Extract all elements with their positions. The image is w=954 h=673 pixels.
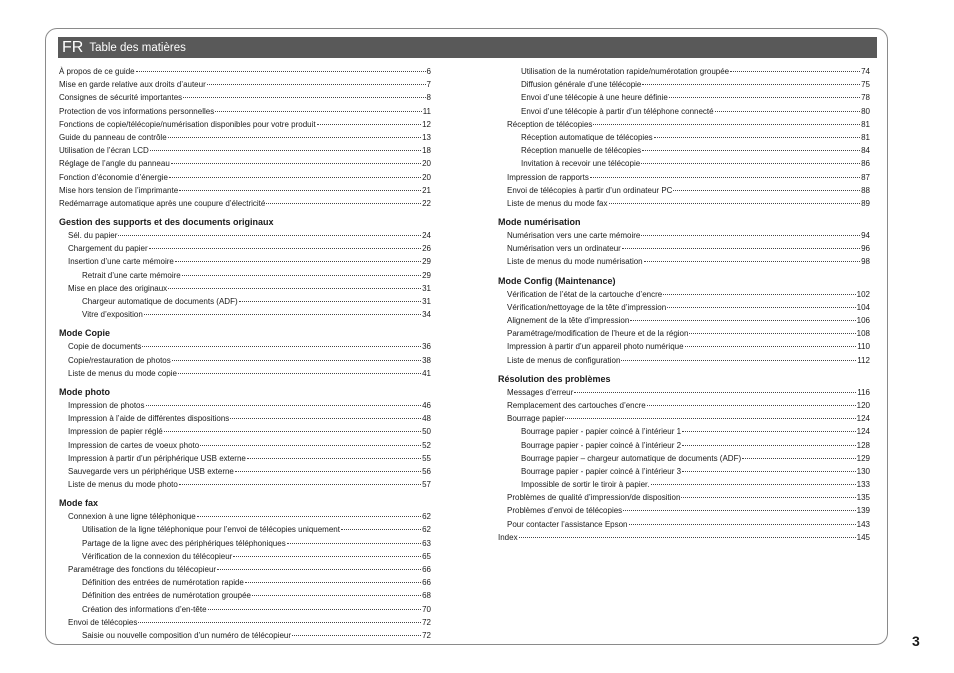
toc-entry-title: Impression à partir d’un appareil photo numérique xyxy=(507,342,684,352)
toc-entry-page: 21 xyxy=(422,185,431,195)
toc-entry-page: 13 xyxy=(422,132,431,142)
language-code: FR xyxy=(62,38,84,56)
toc-entry[interactable] xyxy=(498,255,870,268)
toc-entry-title: Partage de la ligne avec des périphériques téléphoniques xyxy=(82,538,286,548)
toc-entry-title: Création des informations d’en-tête xyxy=(82,604,207,614)
dot-leader xyxy=(287,543,421,544)
dot-leader xyxy=(682,445,856,446)
toc-entry-title: Messages d’erreur xyxy=(507,387,574,397)
toc-entry[interactable] xyxy=(59,603,431,616)
toc-entry-title: Envoi d’une télécopie à une heure définie xyxy=(521,93,668,103)
toc-entry[interactable] xyxy=(59,550,431,563)
dot-leader xyxy=(317,124,421,125)
toc-entry[interactable] xyxy=(59,425,431,438)
toc-entry-title: Consignes de sécurité importantes xyxy=(59,93,183,103)
toc-entry-title: Envoi d’une télécopie à partir d’un téléphone connecté xyxy=(521,106,714,116)
toc-entry[interactable] xyxy=(498,452,870,465)
toc-entry-page: 29 xyxy=(422,257,431,267)
dot-leader xyxy=(233,556,421,557)
toc-entry[interactable] xyxy=(498,144,870,157)
toc-entry-page: 81 xyxy=(861,119,870,129)
dot-leader xyxy=(179,484,421,485)
dot-leader xyxy=(183,97,425,98)
dot-leader xyxy=(149,248,421,249)
dot-leader xyxy=(682,431,856,432)
toc-entry[interactable] xyxy=(59,197,431,210)
dot-leader xyxy=(178,373,421,374)
toc-entry-title: Vitre d’exposition xyxy=(82,310,143,320)
toc-entry-title: Réception de télécopies xyxy=(507,119,593,129)
toc-entry-page: 24 xyxy=(422,231,431,241)
toc-entry-title: Impression de photos xyxy=(68,400,145,410)
dot-leader xyxy=(341,529,421,530)
dot-leader xyxy=(168,137,421,138)
toc-entry[interactable] xyxy=(59,616,431,629)
toc-entry[interactable] xyxy=(59,412,431,425)
dot-leader xyxy=(630,320,855,321)
toc-entry[interactable] xyxy=(498,314,870,327)
toc-entry[interactable] xyxy=(59,439,431,452)
toc-entry-title: Paramétrage des fonctions du télécopieur xyxy=(68,565,217,574)
toc-entry-title: Diffusion générale d’une télécopie xyxy=(521,80,642,90)
toc-entry[interactable] xyxy=(498,91,870,104)
dot-leader xyxy=(239,301,421,302)
dot-leader xyxy=(682,471,856,472)
toc-entry-page: 66 xyxy=(422,565,431,574)
toc-entry-page: 87 xyxy=(861,172,870,182)
toc-entry-title: Fonctions de copie/télécopie/numérisation disponibles pour votre produit xyxy=(59,119,316,129)
toc-entry-title: Fonction d’économie d’énergie xyxy=(59,172,168,182)
toc-entry-title: Retrait d’une carte mémoire xyxy=(82,270,181,280)
toc-entry-title: Liste de menus du mode fax xyxy=(507,198,608,208)
toc-entry-page: 128 xyxy=(856,440,870,450)
dot-leader xyxy=(247,458,421,459)
toc-entry-title: Numérisation vers un ordinateur xyxy=(507,244,621,254)
toc-entry[interactable] xyxy=(498,412,870,425)
toc-entry-title: Remplacement des cartouches d’encre xyxy=(507,400,646,410)
toc-entry-page: 80 xyxy=(861,106,870,116)
toc-entry-page: 116 xyxy=(857,387,870,397)
dot-leader xyxy=(164,431,421,432)
toc-entry[interactable] xyxy=(498,78,870,91)
toc-entry-title: Impossible de sortir le tiroir à papier. xyxy=(521,480,650,490)
dot-leader xyxy=(654,137,860,138)
dot-leader xyxy=(663,294,855,295)
dot-leader xyxy=(207,84,426,85)
toc-entry-page: 22 xyxy=(422,198,431,208)
toc-entry-page: 70 xyxy=(422,604,431,614)
toc-entry-title: Vérification de l’état de la cartouche d’encre xyxy=(507,289,663,299)
toc-entry-page: 63 xyxy=(422,538,431,548)
toc-entry-title: Impression de rapports xyxy=(507,172,589,182)
toc-entry-page: 34 xyxy=(422,310,431,320)
toc-section-heading: Mode fax xyxy=(59,498,99,509)
toc-entry[interactable] xyxy=(498,491,870,504)
toc-entry[interactable] xyxy=(498,518,870,531)
toc-section-heading: Gestion des supports et des documents originaux xyxy=(59,217,274,228)
toc-entry-title: Index xyxy=(498,532,518,542)
dot-leader xyxy=(641,235,860,236)
toc-entry-title: Connexion à une ligne téléphonique xyxy=(68,512,196,522)
toc-entry-title: Pour contacter l’assistance Epson xyxy=(507,519,628,529)
toc-entry[interactable] xyxy=(59,157,431,170)
toc-entry-page: 102 xyxy=(856,289,870,299)
toc-entry-page: 135 xyxy=(856,493,870,503)
toc-entry-page: 36 xyxy=(422,342,431,352)
toc-entry-page: 20 xyxy=(422,159,431,169)
toc-entry[interactable] xyxy=(498,399,870,412)
dot-leader xyxy=(642,84,860,85)
toc-entry-page: 108 xyxy=(856,329,870,339)
toc-entry-page: 29 xyxy=(422,270,431,280)
dot-leader xyxy=(621,360,856,361)
toc-entry[interactable] xyxy=(498,465,870,478)
dot-leader xyxy=(215,111,421,112)
dot-leader xyxy=(292,635,421,636)
toc-entry[interactable] xyxy=(59,242,431,255)
toc-entry-page: 50 xyxy=(422,427,431,437)
toc-entry[interactable] xyxy=(59,629,431,642)
toc-entry-title: Définition des entrées de numérotation groupée xyxy=(82,591,251,601)
toc-entry-title: Envoi de télécopies xyxy=(68,617,138,627)
toc-entry-page: 86 xyxy=(861,159,870,169)
dot-leader xyxy=(197,516,421,517)
dot-leader xyxy=(138,622,421,623)
dot-leader xyxy=(208,609,422,610)
page-title: Table des matières xyxy=(89,41,186,54)
toc-entry-title: Chargement du papier xyxy=(68,244,148,254)
toc-entry-page: 72 xyxy=(422,630,431,640)
toc-entry-title: Réglage de l’angle du panneau xyxy=(59,159,170,169)
toc-entry-page: 72 xyxy=(422,617,431,627)
dot-leader xyxy=(252,595,421,596)
dot-leader xyxy=(565,418,855,419)
toc-entry-page: 106 xyxy=(856,316,870,325)
toc-section-heading: Mode Config (Maintenance) xyxy=(498,275,616,286)
toc-entry-page: 52 xyxy=(422,440,431,450)
toc-entry-title: Saisie ou nouvelle composition d’un numéro de télécopieur xyxy=(82,630,292,640)
dot-leader xyxy=(150,150,421,151)
toc-entry-title: Impression de cartes de voeux photo xyxy=(68,440,200,450)
dot-leader xyxy=(574,392,856,393)
dot-leader xyxy=(742,458,856,459)
toc-entry-title: Chargeur automatique de documents (ADF) xyxy=(82,297,238,306)
toc-entry-page: 143 xyxy=(856,519,870,529)
dot-leader xyxy=(644,261,860,262)
toc-entry-title: À propos de ce guide xyxy=(59,67,135,76)
dot-leader xyxy=(651,484,856,485)
dot-leader xyxy=(200,445,421,446)
dot-leader xyxy=(179,190,421,191)
toc-entry-page: 7 xyxy=(426,80,431,90)
toc-entry-title: Vérification/nettoyage de la tête d’impression xyxy=(507,302,667,312)
dot-leader xyxy=(230,418,421,419)
toc-entry-page: 84 xyxy=(861,146,870,156)
toc-entry-title: Réception automatique de télécopies xyxy=(521,132,653,142)
toc-entry[interactable] xyxy=(498,242,870,255)
toc-header xyxy=(58,37,877,58)
dot-leader xyxy=(172,360,421,361)
toc-entry-title: Bourrage papier - papier coincé à l’intérieur 1 xyxy=(521,427,682,437)
toc-entry-page: 38 xyxy=(422,355,431,365)
toc-entry-page: 110 xyxy=(857,342,870,352)
toc-entry-page: 145 xyxy=(856,532,870,542)
toc-entry-title: Mise hors tension de l’imprimante xyxy=(59,185,179,195)
toc-entry[interactable] xyxy=(59,144,431,157)
toc-entry-page: 81 xyxy=(861,132,870,142)
toc-entry-page: 41 xyxy=(422,368,431,378)
toc-entry[interactable] xyxy=(498,105,870,118)
toc-entry-title: Sél. du papier xyxy=(68,231,118,241)
toc-right-column xyxy=(498,65,870,544)
toc-entry[interactable] xyxy=(59,478,431,491)
toc-entry-page: 78 xyxy=(861,93,870,103)
dot-leader xyxy=(590,177,860,178)
toc-entry-title: Problèmes de qualité d’impression/de disposition xyxy=(507,493,681,503)
dot-leader xyxy=(623,510,855,511)
toc-entry-page: 31 xyxy=(422,283,431,293)
toc-entry-page: 133 xyxy=(856,480,870,490)
toc-entry-title: Numérisation vers une carte mémoire xyxy=(507,231,641,241)
toc-entry[interactable] xyxy=(59,354,431,367)
dot-leader xyxy=(175,261,421,262)
toc-entry[interactable] xyxy=(59,308,431,321)
toc-entry-page: 20 xyxy=(422,172,431,182)
toc-entry-page: 65 xyxy=(422,551,431,561)
toc-entry-page: 75 xyxy=(861,80,870,90)
toc-entry-page: 96 xyxy=(861,244,870,254)
toc-entry-title: Sauvegarde vers un périphérique USB externe xyxy=(68,466,234,476)
toc-entry[interactable] xyxy=(498,184,870,197)
toc-entry-title: Vérification de la connexion du télécopieur xyxy=(82,551,233,561)
toc-entry-page: 139 xyxy=(856,506,870,516)
toc-entry-page: 120 xyxy=(856,400,870,410)
toc-entry[interactable] xyxy=(498,171,870,184)
dot-leader xyxy=(681,497,855,498)
toc-entry-page: 62 xyxy=(422,525,431,535)
dot-leader xyxy=(669,97,860,98)
toc-entry-title: Mise en garde relative aux droits d’auteur xyxy=(59,80,206,90)
toc-entry[interactable] xyxy=(498,131,870,144)
toc-section-heading: Mode Copie xyxy=(59,328,110,339)
toc-entry-title: Définition des entrées de numérotation rapide xyxy=(82,578,244,588)
toc-entry-title: Guide du panneau de contrôle xyxy=(59,132,167,142)
toc-entry[interactable] xyxy=(59,91,431,104)
toc-entry-title: Alignement de la tête d’impression xyxy=(507,316,630,325)
toc-entry-page: 26 xyxy=(422,244,431,254)
dot-leader xyxy=(169,177,421,178)
toc-entry-page: 112 xyxy=(857,355,870,365)
toc-entry-page: 6 xyxy=(426,67,431,76)
dot-leader xyxy=(217,569,421,570)
toc-entry[interactable] xyxy=(59,576,431,589)
toc-entry-page: 56 xyxy=(422,466,431,476)
dot-leader xyxy=(609,203,861,204)
toc-entry[interactable] xyxy=(59,229,431,242)
toc-entry-page: 124 xyxy=(856,427,870,437)
toc-entry[interactable] xyxy=(498,425,870,438)
toc-entry-title: Utilisation de la ligne téléphonique pour l’envoi de télécopies uniquement xyxy=(82,525,340,535)
toc-entry-page: 104 xyxy=(856,302,870,312)
toc-entry-title: Réception manuelle de télécopies xyxy=(521,146,642,156)
dot-leader xyxy=(171,163,421,164)
toc-entry-page: 8 xyxy=(426,93,431,103)
dot-leader xyxy=(118,235,421,236)
toc-entry-title: Liste de menus du mode copie xyxy=(68,368,177,378)
toc-entry[interactable] xyxy=(59,537,431,550)
page-number: 3 xyxy=(912,633,920,649)
dot-leader xyxy=(266,203,421,204)
toc-entry-title: Mise en place des originaux xyxy=(68,283,168,293)
toc-entry[interactable] xyxy=(498,340,870,353)
toc-entry-page: 98 xyxy=(861,257,870,267)
toc-entry[interactable] xyxy=(498,354,870,367)
toc-entry[interactable] xyxy=(59,399,431,412)
toc-entry-title: Paramétrage/modification de l’heure et de la région xyxy=(507,329,689,339)
dot-leader xyxy=(629,524,856,525)
toc-entry[interactable] xyxy=(59,340,431,353)
toc-entry-title: Impression de papier réglé xyxy=(68,427,163,437)
toc-entry[interactable] xyxy=(59,131,431,144)
toc-entry-title: Bourrage papier – chargeur automatique de documents (ADF) xyxy=(521,453,742,463)
toc-entry-title: Redémarrage automatique après une coupure d’électricité xyxy=(59,198,266,208)
dot-leader xyxy=(168,288,421,289)
dot-leader xyxy=(144,314,421,315)
toc-entry-page: 66 xyxy=(422,578,431,588)
dot-leader xyxy=(730,71,860,72)
toc-entry[interactable] xyxy=(498,157,870,170)
toc-entry[interactable] xyxy=(498,197,870,210)
toc-entry[interactable] xyxy=(498,478,870,491)
toc-entry-title: Liste de menus du mode photo xyxy=(68,480,178,490)
toc-entry[interactable] xyxy=(498,65,870,78)
toc-entry-page: 62 xyxy=(422,512,431,522)
toc-entry-title: Copie/restauration de photos xyxy=(68,355,171,365)
toc-entry-title: Bourrage papier - papier coincé à l’intérieur 3 xyxy=(521,466,682,476)
toc-entry-title: Utilisation de la numérotation rapide/numérotation groupée xyxy=(521,67,730,76)
dot-leader xyxy=(685,346,857,347)
toc-entry-page: 68 xyxy=(422,591,431,601)
toc-entry-title: Liste de menus du mode numérisation xyxy=(507,257,643,267)
toc-entry[interactable] xyxy=(498,229,870,242)
dot-leader xyxy=(136,71,426,72)
toc-entry-title: Protection de vos informations personnelles xyxy=(59,106,215,116)
dot-leader xyxy=(593,124,860,125)
toc-entry-title: Utilisation de l’écran LCD xyxy=(59,146,149,156)
dot-leader xyxy=(519,537,856,538)
toc-entry-title: Insertion d’une carte mémoire xyxy=(68,257,174,267)
toc-entry-page: 129 xyxy=(856,453,870,463)
dot-leader xyxy=(641,163,860,164)
toc-entry[interactable] xyxy=(59,184,431,197)
toc-entry-title: Bourrage papier - papier coincé à l’intérieur 2 xyxy=(521,440,682,450)
toc-entry[interactable] xyxy=(498,504,870,517)
dot-leader xyxy=(182,275,421,276)
dot-leader xyxy=(647,405,856,406)
toc-entry-page: 55 xyxy=(422,453,431,463)
toc-entry-page: 11 xyxy=(422,106,431,116)
dot-leader xyxy=(642,150,860,151)
toc-entry-page: 88 xyxy=(861,185,870,195)
toc-entry-title: Invitation à recevoir une télécopie xyxy=(521,159,641,169)
dot-leader xyxy=(622,248,860,249)
toc-entry[interactable] xyxy=(59,295,431,308)
toc-entry-page: 12 xyxy=(422,119,431,129)
toc-section-heading: Mode photo xyxy=(59,386,110,397)
toc-section-heading: Résolution des problèmes xyxy=(498,373,611,384)
toc-entry[interactable] xyxy=(59,452,431,465)
toc-entry-title: Bourrage papier xyxy=(507,414,565,424)
dot-leader xyxy=(146,405,422,406)
toc-entry[interactable] xyxy=(59,282,431,295)
dot-leader xyxy=(667,307,855,308)
dot-leader xyxy=(689,333,855,334)
dot-leader xyxy=(673,190,860,191)
toc-section-heading: Mode numérisation xyxy=(498,217,581,228)
toc-entry[interactable] xyxy=(59,78,431,91)
toc-entry-page: 18 xyxy=(422,146,431,156)
toc-entry[interactable] xyxy=(498,531,870,544)
toc-entry[interactable] xyxy=(498,118,870,131)
toc-entry-page: 46 xyxy=(422,400,431,410)
toc-entry[interactable] xyxy=(59,563,431,576)
toc-entry[interactable] xyxy=(498,327,870,340)
dot-leader xyxy=(235,471,421,472)
toc-entry-page: 130 xyxy=(856,466,870,476)
toc-entry-title: Impression à partir d’un périphérique USB externe xyxy=(68,453,246,463)
toc-entry[interactable] xyxy=(59,523,431,536)
toc-entry-title: Envoi de télécopies à partir d’un ordinateur PC xyxy=(507,185,673,195)
toc-entry-title: Copie de documents xyxy=(68,342,142,352)
toc-entry[interactable] xyxy=(59,589,431,602)
toc-entry-page: 74 xyxy=(861,67,870,76)
dot-leader xyxy=(715,111,861,112)
toc-entry[interactable] xyxy=(59,269,431,282)
toc-entry[interactable] xyxy=(59,105,431,118)
toc-entry[interactable] xyxy=(59,118,431,131)
toc-entry-page: 57 xyxy=(422,480,431,490)
toc-entry[interactable] xyxy=(59,367,431,380)
toc-entry[interactable] xyxy=(498,301,870,314)
toc-entry-title: Liste de menus de configuration xyxy=(507,355,621,365)
toc-entry[interactable] xyxy=(59,65,431,78)
toc-entry[interactable] xyxy=(498,439,870,452)
toc-entry[interactable] xyxy=(498,386,870,399)
toc-entry[interactable] xyxy=(59,510,431,523)
toc-entry-page: 89 xyxy=(861,198,870,208)
toc-entry-title: Problèmes d’envoi de télécopies xyxy=(507,506,623,516)
toc-entry[interactable] xyxy=(59,465,431,478)
dot-leader xyxy=(142,346,421,347)
toc-entry-page: 31 xyxy=(422,297,431,306)
toc-entry[interactable] xyxy=(59,255,431,268)
toc-entry[interactable] xyxy=(498,288,870,301)
toc-entry[interactable] xyxy=(59,171,431,184)
toc-entry-page: 48 xyxy=(422,414,431,424)
dot-leader xyxy=(245,582,421,583)
toc-left-column xyxy=(59,65,431,642)
toc-entry-page: 94 xyxy=(861,231,870,241)
toc-entry-title: Impression à l’aide de différentes dispositions xyxy=(68,414,230,424)
toc-entry-page: 124 xyxy=(856,414,870,424)
